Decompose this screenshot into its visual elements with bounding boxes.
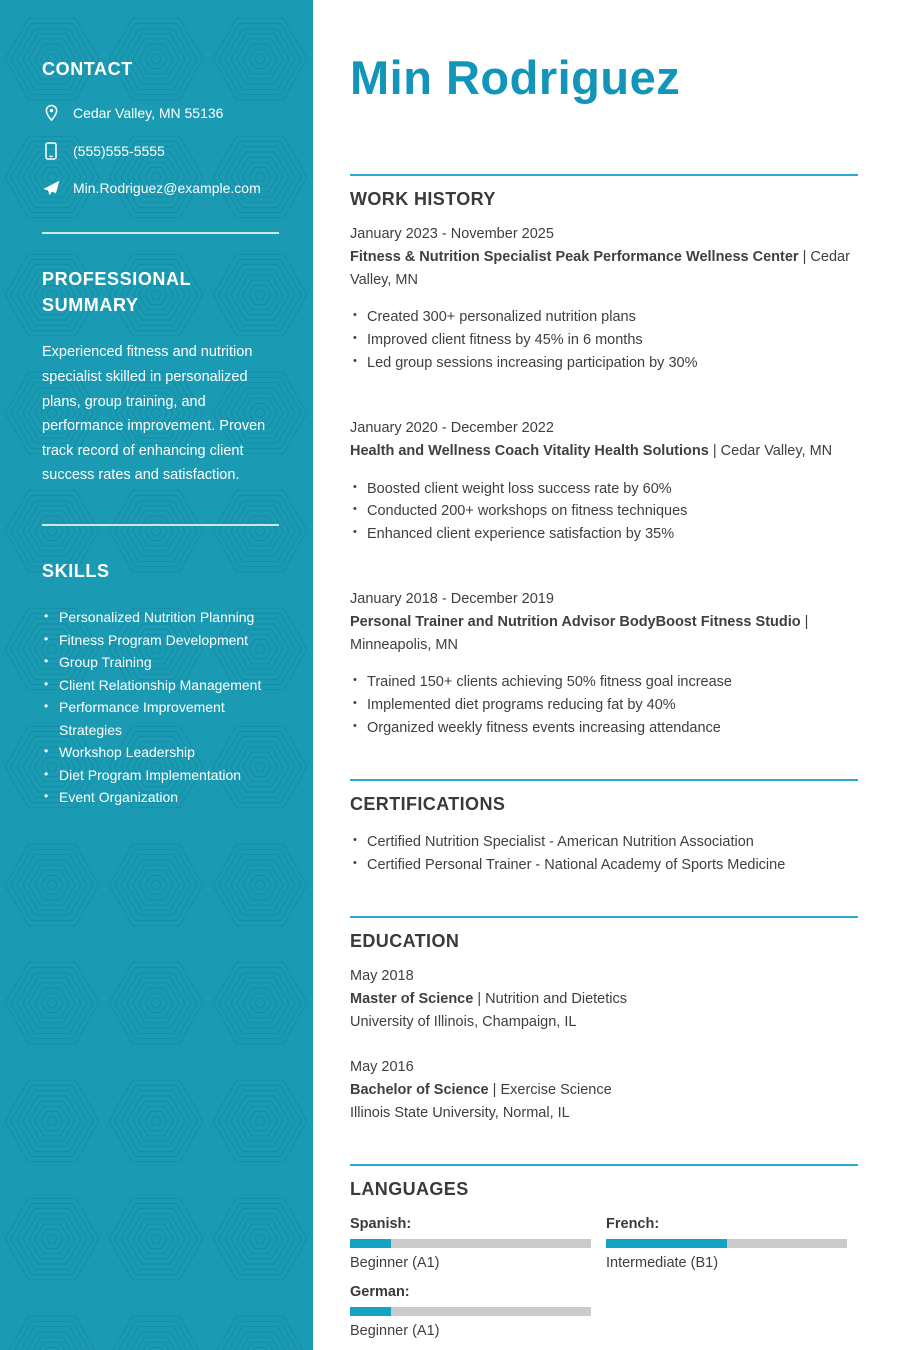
language-grid bbox=[350, 1216, 858, 1339]
job-entry bbox=[350, 591, 858, 739]
work-history-section bbox=[350, 174, 858, 739]
job-bullet-list bbox=[350, 478, 858, 546]
job-title-line bbox=[350, 246, 858, 291]
degree-date: May 2018 bbox=[350, 968, 414, 985]
degree-field: Exercise Science bbox=[500, 1082, 612, 1099]
sidebar-divider bbox=[42, 232, 279, 234]
education-section bbox=[350, 916, 858, 1124]
skills-heading: SKILLS bbox=[42, 561, 110, 582]
language-progress-fill bbox=[350, 1307, 391, 1316]
contact-heading: CONTACT bbox=[42, 59, 133, 79]
job-dates: January 2023 - November 2025 bbox=[350, 226, 554, 243]
job-dates: January 2020 - December 2022 bbox=[350, 420, 554, 437]
skill-item: • Fitness Program Development bbox=[42, 629, 279, 652]
sidebar-divider bbox=[42, 524, 279, 526]
degree-separator: | bbox=[477, 991, 482, 1008]
skill-item: • Diet Program Implementation bbox=[42, 764, 279, 787]
job-title: Health and Wellness Coach Vitality Health Solutions bbox=[350, 443, 709, 460]
language-progress-track bbox=[606, 1239, 847, 1248]
certification-item: • Certified Nutrition Specialist - American Nutrition Association bbox=[350, 831, 858, 854]
work-history-heading: WORK HISTORY bbox=[350, 189, 496, 210]
language-level: Intermediate (B1) bbox=[606, 1255, 719, 1272]
language-progress-track bbox=[350, 1307, 591, 1316]
languages-section bbox=[350, 1164, 858, 1339]
language-progress-fill bbox=[606, 1239, 727, 1248]
job-bullet: • Improved client fitness by 45% in 6 months bbox=[350, 329, 858, 352]
language-name: French: bbox=[606, 1216, 660, 1233]
job-title: Fitness & Nutrition Specialist Peak Performance Wellness Center bbox=[350, 249, 799, 266]
job-bullet: • Led group sessions increasing participation by 30% bbox=[350, 352, 858, 375]
contact-phone bbox=[42, 142, 279, 160]
job-list bbox=[350, 226, 858, 739]
job-bullet-list bbox=[350, 306, 858, 374]
phone-icon bbox=[42, 142, 60, 160]
job-separator: | bbox=[804, 614, 809, 631]
language-name: Spanish: bbox=[350, 1216, 412, 1233]
job-location: Cedar Valley, MN bbox=[350, 249, 850, 288]
sidebar-content bbox=[0, 0, 313, 809]
skill-item: • Workshop Leadership bbox=[42, 741, 279, 764]
language-level: Beginner (A1) bbox=[350, 1255, 440, 1272]
job-bullet: • Organized weekly fitness events increasing attendance bbox=[350, 717, 858, 740]
job-dates: January 2018 - December 2019 bbox=[350, 591, 554, 608]
main-column bbox=[313, 0, 900, 1350]
skill-item: • Client Relationship Management bbox=[42, 674, 279, 697]
degree-title: Master of Science bbox=[350, 991, 474, 1008]
education-heading: EDUCATION bbox=[350, 931, 460, 952]
contact-email bbox=[42, 180, 279, 196]
section-divider bbox=[350, 174, 858, 176]
skill-item: • Performance Improvement Strategies bbox=[42, 696, 279, 741]
job-location: Cedar Valley, MN bbox=[720, 443, 833, 460]
section-divider bbox=[350, 779, 858, 781]
contact-location-text: Cedar Valley, MN 55136 bbox=[73, 105, 224, 122]
job-bullet: • Trained 150+ clients achieving 50% fitness goal increase bbox=[350, 671, 858, 694]
job-title: Personal Trainer and Nutrition Advisor BodyBoost Fitness Studio bbox=[350, 614, 801, 631]
degree-title-line bbox=[350, 988, 858, 1010]
degree-field: Nutrition and Dietetics bbox=[485, 991, 627, 1008]
job-bullet-list bbox=[350, 671, 858, 739]
skill-item: • Event Organization bbox=[42, 786, 279, 809]
job-bullet: • Conducted 200+ workshops on fitness techniques bbox=[350, 500, 858, 523]
degree-school: University of Illinois, Champaign, IL bbox=[350, 1013, 577, 1030]
paper-plane-icon bbox=[42, 180, 60, 196]
degree-entry bbox=[350, 1059, 858, 1124]
section-divider bbox=[350, 1164, 858, 1166]
degree-list bbox=[350, 968, 858, 1124]
degree-title: Bachelor of Science bbox=[350, 1082, 489, 1099]
skills-list bbox=[42, 606, 279, 809]
page-title-name: Min Rodriguez bbox=[350, 51, 681, 104]
job-location: Minneapolis, MN bbox=[350, 636, 458, 653]
certifications-section bbox=[350, 779, 858, 876]
language-item bbox=[350, 1284, 591, 1339]
summary-heading: PROFESSIONAL SUMMARY bbox=[42, 269, 191, 316]
language-item bbox=[606, 1216, 847, 1271]
certifications-heading: CERTIFICATIONS bbox=[350, 794, 506, 815]
language-item bbox=[350, 1216, 591, 1271]
certification-item: • Certified Personal Trainer - National Academy of Sports Medicine bbox=[350, 854, 858, 877]
language-name: German: bbox=[350, 1284, 410, 1301]
job-title-line bbox=[350, 611, 858, 656]
contact-email-text: Min.Rodriguez@example.com bbox=[73, 180, 261, 197]
summary-text: Experienced fitness and nutrition specialist skilled in personalized plans, group training, and performance improvement. Proven track record of enhancing client success rates and satisfaction. bbox=[42, 344, 266, 484]
degree-date: May 2016 bbox=[350, 1059, 414, 1076]
degree-school: Illinois State University, Normal, IL bbox=[350, 1104, 570, 1121]
job-title-line bbox=[350, 440, 858, 462]
job-bullet: • Boosted client weight loss success rate by 60% bbox=[350, 478, 858, 501]
job-entry bbox=[350, 226, 858, 374]
degree-entry bbox=[350, 968, 858, 1033]
language-progress-fill bbox=[350, 1239, 391, 1248]
job-separator: | bbox=[802, 249, 807, 266]
location-pin-icon bbox=[42, 104, 60, 122]
certifications-list bbox=[350, 831, 858, 876]
skill-item: • Group Training bbox=[42, 651, 279, 674]
job-separator: | bbox=[712, 443, 717, 460]
language-progress-track bbox=[350, 1239, 591, 1248]
job-entry bbox=[350, 420, 858, 545]
language-level: Beginner (A1) bbox=[350, 1323, 440, 1340]
languages-heading: LANGUAGES bbox=[350, 1179, 469, 1200]
job-bullet: • Enhanced client experience satisfaction by 35% bbox=[350, 523, 858, 546]
degree-separator: | bbox=[492, 1082, 497, 1099]
section-divider bbox=[350, 916, 858, 918]
sidebar bbox=[0, 0, 313, 1350]
job-bullet: • Implemented diet programs reducing fat by 40% bbox=[350, 694, 858, 717]
degree-title-line bbox=[350, 1079, 858, 1101]
job-bullet: • Created 300+ personalized nutrition plans bbox=[350, 306, 858, 329]
contact-location bbox=[42, 104, 279, 122]
contact-phone-text: (555)555-5555 bbox=[73, 143, 165, 160]
skill-item: • Personalized Nutrition Planning bbox=[42, 606, 279, 629]
